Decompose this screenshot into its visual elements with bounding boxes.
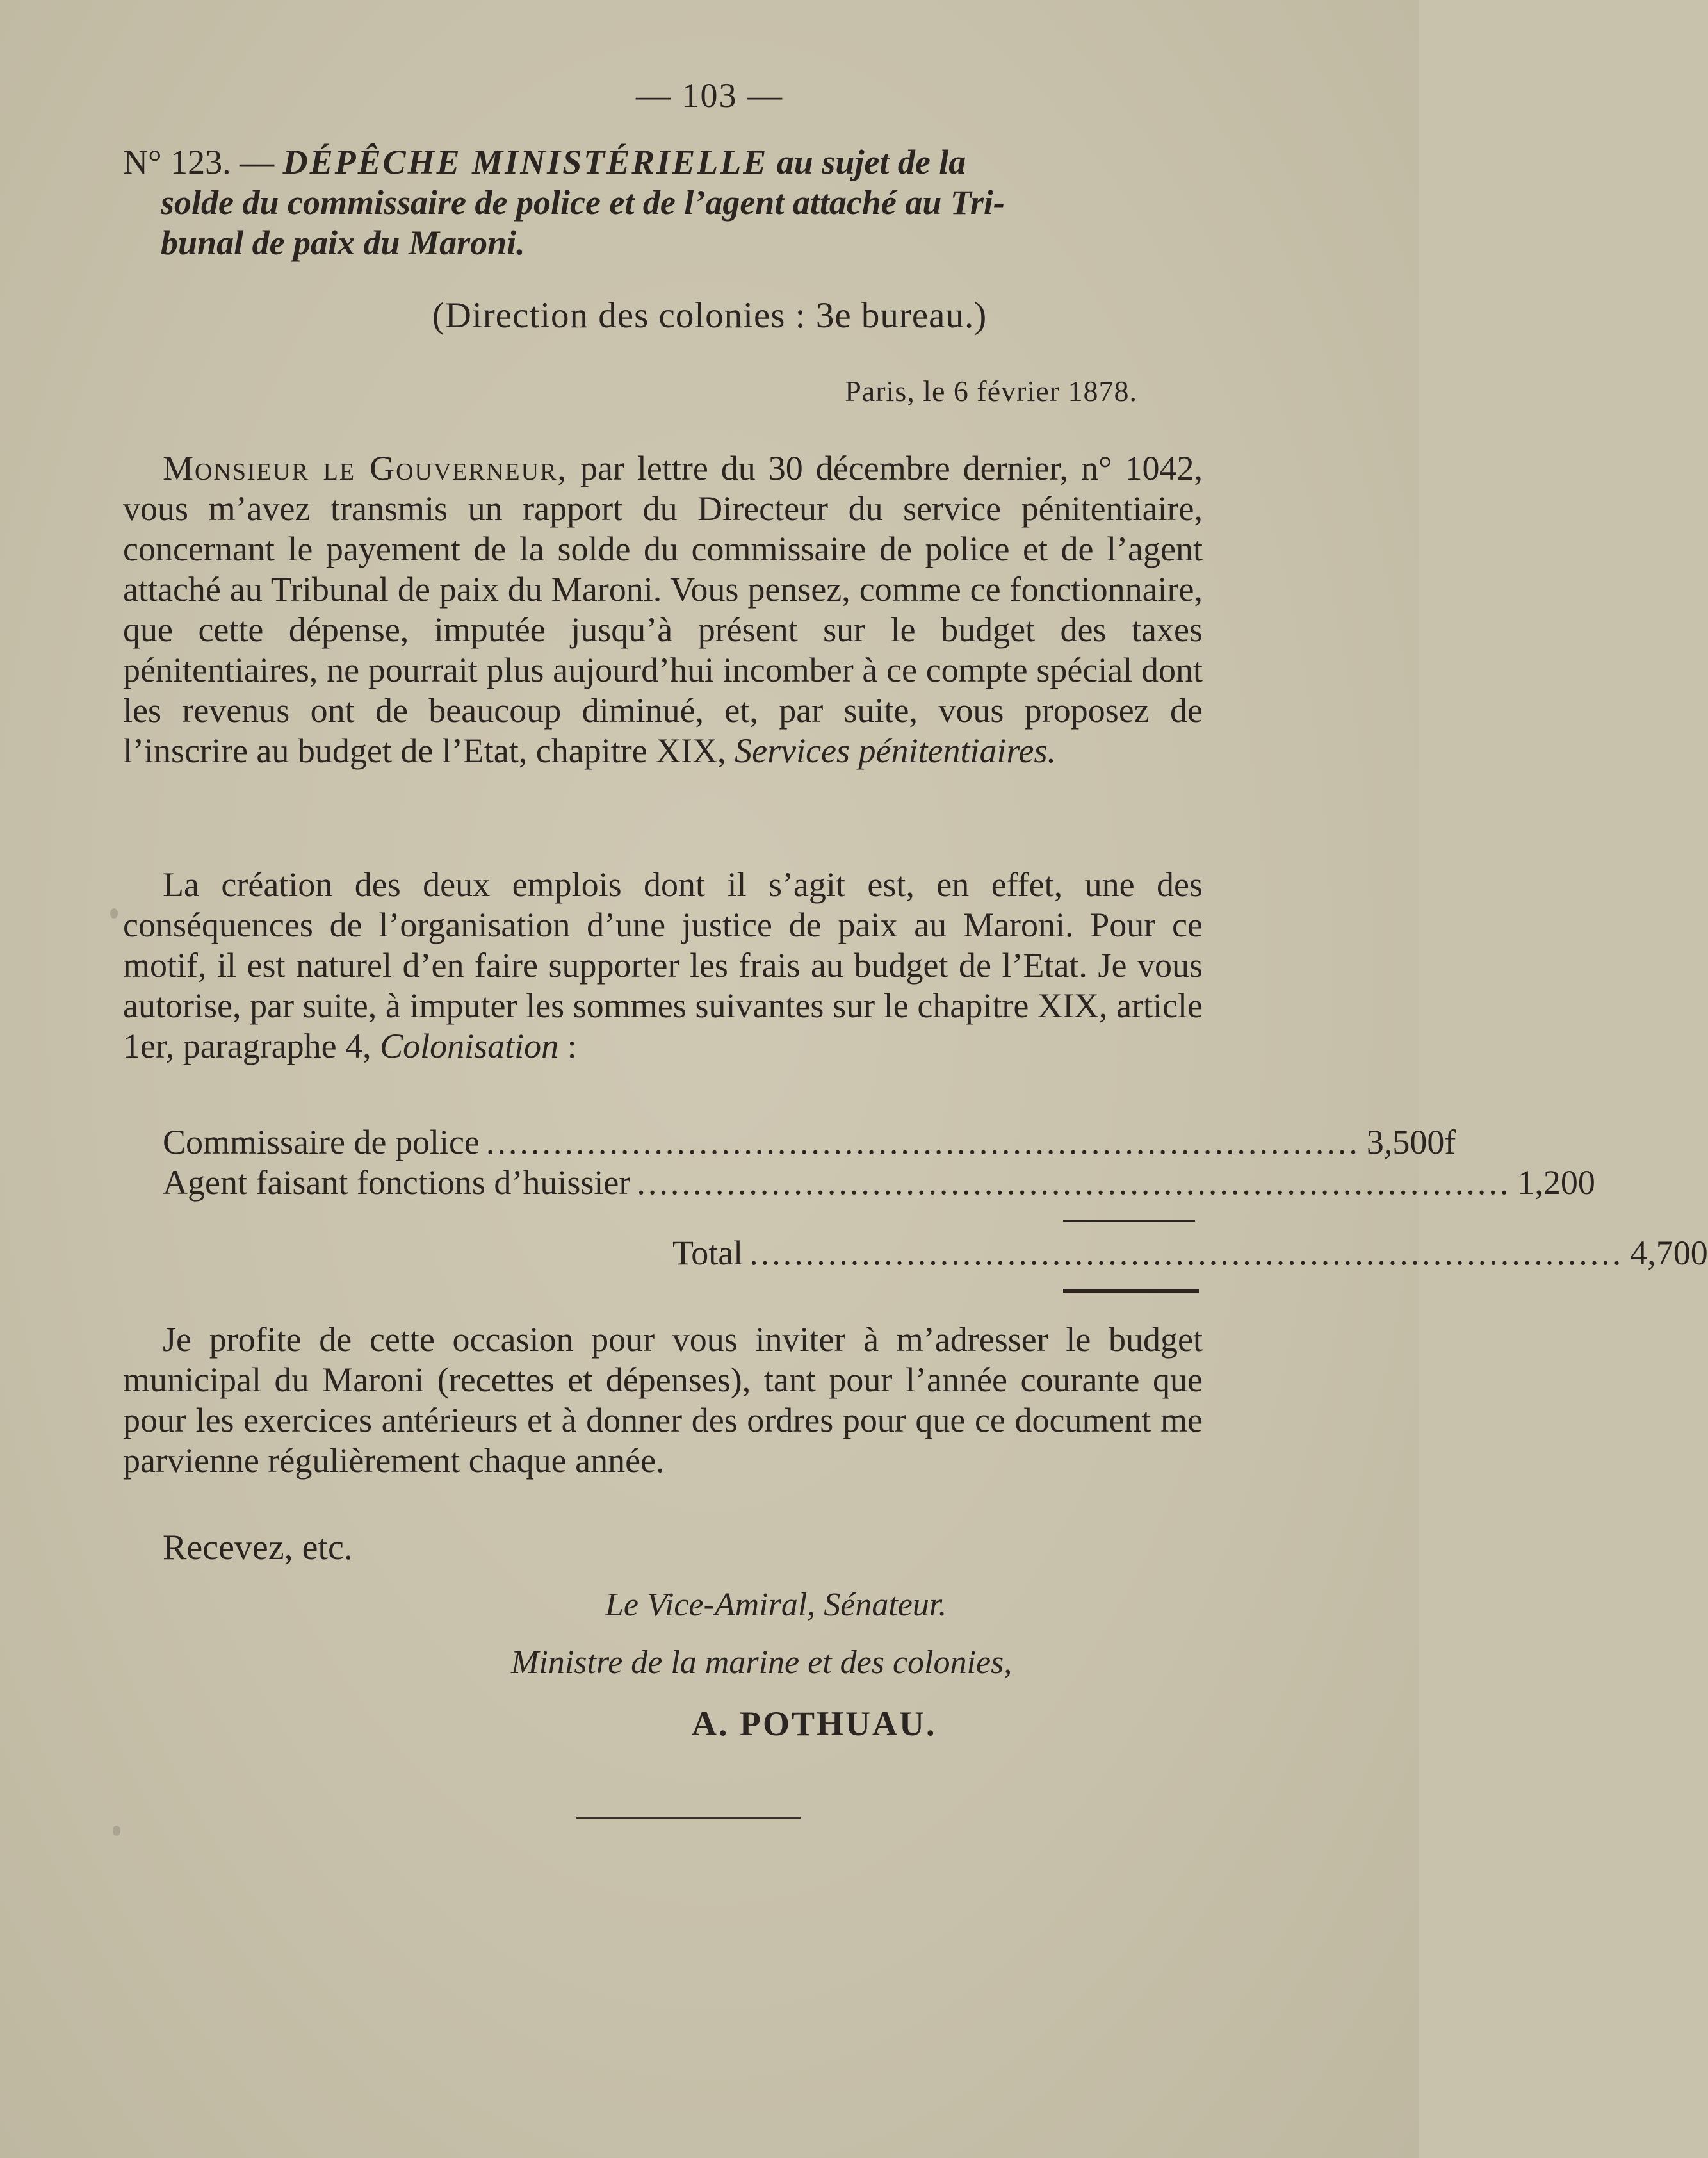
paragraph-1 bbox=[123, 448, 1203, 771]
paragraph-2-text: La création des deux emplois dont il s’agit est, en effet, une des conséquences de l’organisation d’une justice de paix au Maroni. Pour ce motif, il est naturel d’en faire supporter les frais au budget de l’Etat. Je vous autorise, par suite, à imputer les sommes suivantes sur le chapitre XIX, article 1er, paragraphe 4, bbox=[123, 865, 1203, 1065]
ledger-amount: 1,200 bbox=[1517, 1163, 1595, 1202]
ledger-label: Agent faisant fonctions d’huissier bbox=[163, 1163, 631, 1202]
salutation: Monsieur le Gouverneur, bbox=[163, 449, 567, 487]
total-amount: 4,700 bbox=[1630, 1234, 1708, 1272]
paper-speck bbox=[110, 908, 118, 919]
signature-name: A. POTHUAU. bbox=[692, 1704, 937, 1743]
paragraph-1-text: par lettre du 30 décembre dernier, n° 1042, vous m’avez transmis un rapport du Directeur du service pénitentiaire, concernant le payement de la solde du commissaire de police et de l’agent attaché au Tribunal de paix du Maroni. Vous pensez, comme ce fonctionnaire, que cette dépense, imputée jusqu’à présent sur le budget des taxes pénitentiaires, ne pourrait plus aujourd’hui incomber à ce compte spécial dont les revenus ont de beaucoup diminué, et, par suite, vous proposez de l’inscrire au budget de l’Etat, chapitre XIX, bbox=[123, 449, 1203, 770]
direction-line: (Direction des colonies : 3e bureau.) bbox=[432, 295, 988, 336]
heading-line3: bunal de paix du Maroni. bbox=[161, 224, 525, 262]
ledger-row bbox=[163, 1122, 1456, 1163]
leader-dots: .............................................................................. bbox=[637, 1163, 1511, 1202]
sum-rule bbox=[1063, 1220, 1195, 1222]
paragraph-2-after: : bbox=[558, 1027, 577, 1065]
document-title: DÉPÊCHE MINISTÉRIELLE bbox=[282, 143, 769, 181]
heading-line2: solde du commissaire de police et de l’agent attaché au Tri- bbox=[161, 183, 1005, 222]
signature-title: Le Vice-Amiral, Sénateur. bbox=[605, 1587, 947, 1623]
closing-line: Recevez, etc. bbox=[163, 1528, 353, 1567]
heading-line1-rest: au sujet de la bbox=[776, 143, 966, 181]
ledger-row bbox=[163, 1163, 1595, 1203]
total-label: Total bbox=[672, 1234, 744, 1272]
ledger-label: Commissaire de police bbox=[163, 1123, 480, 1161]
paragraph-2-italic: Colonisation bbox=[380, 1027, 559, 1065]
document-number: N° 123. — bbox=[123, 143, 275, 181]
total-row bbox=[672, 1233, 1708, 1273]
signature-office: Ministre de la marine et des colonies, bbox=[511, 1644, 1013, 1681]
total-rule bbox=[1063, 1289, 1199, 1293]
leader-dots: .............................................................................. bbox=[749, 1234, 1624, 1272]
document-heading bbox=[123, 142, 1203, 263]
ledger-amount: 3,500f bbox=[1366, 1123, 1456, 1161]
end-rule bbox=[576, 1817, 801, 1819]
page-number: — 103 — bbox=[636, 76, 783, 115]
paragraph-2 bbox=[123, 865, 1203, 1067]
paper-speck bbox=[113, 1826, 120, 1836]
paragraph-1-italic: Services pénitentiaires. bbox=[735, 732, 1056, 770]
leader-dots: .............................................................................. bbox=[485, 1123, 1360, 1161]
date-line: Paris, le 6 février 1878. bbox=[845, 375, 1137, 407]
paragraph-3: Je profite de cette occasion pour vous inviter à m’adresser le budget municipal du Maroni (recettes et dépenses), tant pour l’année courante que pour les exercices antérieurs et à donner des ordres pour que ce document me parvienne régulièrement chaque année. bbox=[123, 1320, 1203, 1480]
